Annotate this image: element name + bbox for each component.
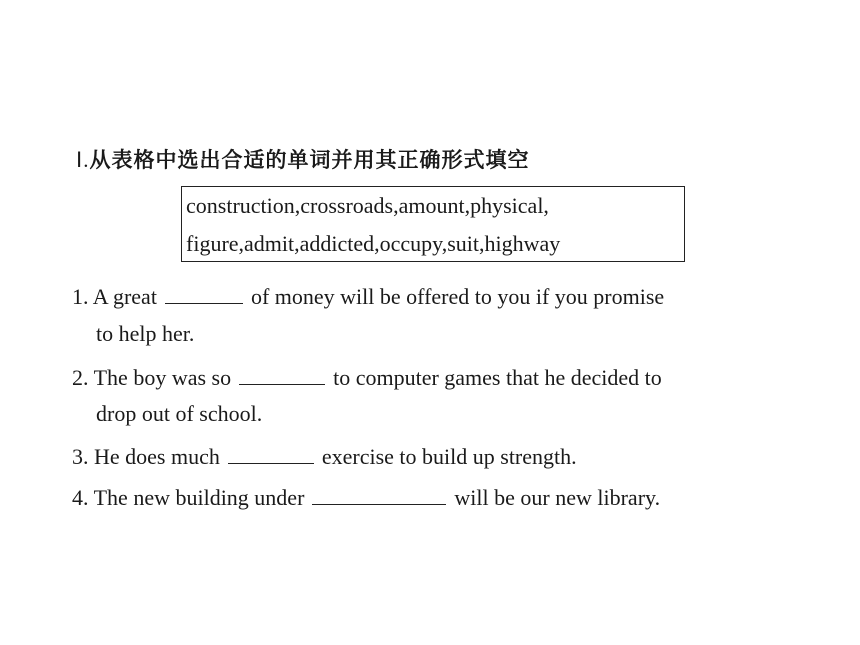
question-1-continued: to help her. (96, 321, 195, 346)
answer-blank[interactable] (165, 281, 243, 304)
question-1 (72, 281, 664, 310)
question-3 (72, 441, 577, 470)
answer-blank[interactable] (239, 362, 325, 385)
section-number: Ⅰ. (76, 148, 90, 172)
question-text-before: The new building under (93, 485, 305, 510)
question-number: 3. (72, 444, 89, 469)
question-text-before: A great (92, 284, 157, 309)
question-2-continued: drop out of school. (96, 401, 263, 426)
question-text-after: of money will be offered to you if you promise (250, 284, 665, 309)
question-4 (72, 482, 660, 511)
word-box (181, 186, 685, 262)
question-number: 4. (72, 485, 89, 510)
section-title: 从表格中选出合适的单词并用其正确形式填空 (89, 148, 530, 172)
question-2 (72, 362, 662, 391)
question-text-after: exercise to build up strength. (321, 444, 577, 469)
answer-blank[interactable] (228, 441, 314, 464)
question-text-before: The boy was so (93, 365, 232, 390)
answer-blank[interactable] (312, 482, 446, 505)
question-number: 2. (72, 365, 89, 390)
word-box-line-1: construction,crossroads,amount,physical, (186, 193, 549, 218)
section-heading (76, 144, 529, 174)
word-box-line-2: figure,admit,addicted,occupy,suit,highway (186, 231, 561, 256)
question-text-after: to computer games that he decided to (333, 365, 662, 390)
question-text-after: will be our new library. (454, 485, 661, 510)
question-text-before: He does much (94, 444, 220, 469)
question-number: 1. (72, 284, 89, 309)
